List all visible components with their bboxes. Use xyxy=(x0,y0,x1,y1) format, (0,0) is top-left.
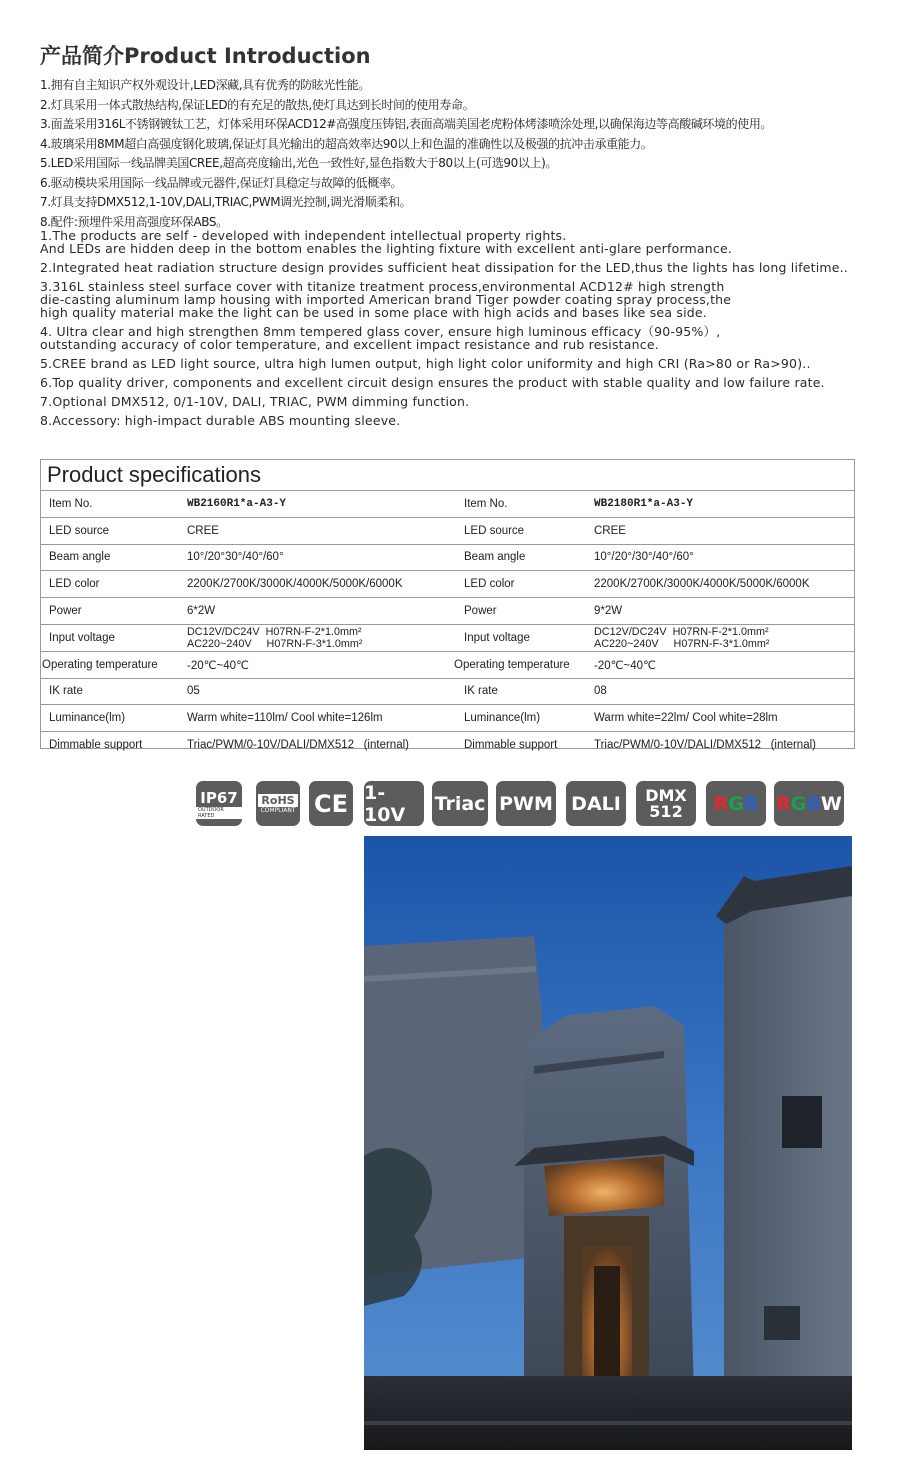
spec-row xyxy=(41,652,854,679)
spec-label: Input voltage xyxy=(464,631,530,644)
spec-row xyxy=(41,625,854,652)
pwm-badge xyxy=(496,781,556,826)
intro-cn-item: 8.配件:预埋件采用高强度环保ABS。 xyxy=(40,214,228,229)
badge-letter: G xyxy=(728,792,744,815)
spec-value-line: -20℃~40℃ xyxy=(187,659,249,672)
spec-value xyxy=(187,545,284,571)
badge-subtext: 512 xyxy=(649,801,683,821)
spec-label: Luminance(lm) xyxy=(464,712,541,725)
spec-value-line: 08 xyxy=(594,685,607,698)
rgb-badge xyxy=(706,781,766,826)
badge-text: CE xyxy=(313,789,348,818)
application-photo xyxy=(364,836,852,1450)
spec-row xyxy=(41,732,854,758)
spec-value-line: WB2180R1*a-A3-Y xyxy=(594,497,694,510)
spec-label: LED source xyxy=(49,524,110,537)
spec-value xyxy=(187,705,383,731)
spec-value xyxy=(594,518,626,544)
intro-en-item xyxy=(40,357,885,370)
spec-value-line: DC12V/DC24V H07RN-F-2*1.0mm² xyxy=(594,625,769,638)
spec-label: IK rate xyxy=(49,685,83,698)
spec-value xyxy=(187,598,215,624)
spec-label: Operating temperature xyxy=(454,658,570,671)
spec-value xyxy=(187,491,286,517)
spec-label: LED color xyxy=(464,578,515,591)
spec-row xyxy=(41,705,854,732)
spec-label: Item No. xyxy=(464,497,508,510)
intro-en-line: 5.CREE brand as LED light source, ultra high lumen output, high light color uniformity and high CRI (Ra>80 or Ra>90).. xyxy=(40,356,811,371)
spec-value-line: Warm white=110lm/ Cool white=126lm xyxy=(187,712,383,725)
spec-value xyxy=(594,652,656,678)
badge-subtext: COMPLIANT xyxy=(260,806,296,814)
badge-text: IP67 xyxy=(200,788,238,807)
intro-en-item xyxy=(40,280,885,319)
spec-row xyxy=(41,598,854,625)
badge-subtext: OUTDOOR RATED xyxy=(196,807,242,819)
rgbw-badge xyxy=(774,781,844,826)
badge-text: RoHS xyxy=(258,794,297,807)
spec-table-title: Product specifications xyxy=(41,460,854,491)
spec-value-line: AC220~240V H07RN-F-3*1.0mm² xyxy=(594,637,770,650)
intro-en-item xyxy=(40,325,885,351)
badge-text: Triac xyxy=(434,792,486,815)
spec-label: Item No. xyxy=(49,497,93,510)
spec-value xyxy=(187,571,403,597)
triac-badge xyxy=(432,781,488,826)
spec-value-line: Triac/PWM/0-10V/DALI/DMX512 (internal) xyxy=(594,739,816,752)
spec-row xyxy=(41,518,854,545)
intro-en-line: And LEDs are hidden deep in the bottom enables the lighting fixture with excellent anti-glare performance. xyxy=(40,241,733,256)
spec-row xyxy=(41,545,854,572)
page-title: 产品简介Product Introduction xyxy=(40,44,371,68)
spec-value xyxy=(187,732,409,758)
spec-row xyxy=(41,491,854,518)
spec-label: Beam angle xyxy=(464,551,526,564)
spec-table xyxy=(40,459,855,752)
spec-label: LED color xyxy=(49,578,100,591)
intro-cn-item: 1.拥有自主知识产权外观设计,LED深藏,具有优秀的防眩光性能。 xyxy=(40,78,370,92)
intro-en-line: 4. Ultra clear and high strengthen 8mm tempered glass cover, ensure high luminous efficacy（90-95%）, xyxy=(40,324,721,339)
intro-cn-item: 7.灯具支持DMX512,1-10V,DALI,TRIAC,PWM调光控制,调光滑顺柔和。 xyxy=(40,195,412,209)
ce-badge xyxy=(309,781,353,826)
spec-label: LED source xyxy=(464,524,525,537)
spec-value xyxy=(187,625,363,651)
intro-en-item xyxy=(40,229,885,255)
intro-en-line: 3.316L stainless steel surface cover with titanize treatment process,environmental ACD12# high strength xyxy=(40,279,725,294)
spec-value-line: WB2160R1*a-A3-Y xyxy=(187,497,287,510)
spec-value-line: 6*2W xyxy=(187,605,216,618)
spec-label: Luminance(lm) xyxy=(49,712,126,725)
intro-cn-item: 5.LED采用国际一线品牌美国CREE,超高亮度输出,光色一致性好,显色指数大于80以上(可选90以上)。 xyxy=(40,156,557,170)
intro-en-item xyxy=(40,414,885,427)
intro-en-line: 6.Top quality driver, components and excellent circuit design ensures the product with stable quality and low failure rate. xyxy=(40,375,825,390)
spec-value xyxy=(594,732,816,758)
intro-en-line: 1.The products are self - developed with independent intellectual property rights. xyxy=(40,228,567,243)
spec-label: Power xyxy=(49,605,82,618)
spec-value xyxy=(594,679,607,705)
intro-en-line: die-casting aluminum lamp housing with imported American brand Tiger powder coating spray process,the xyxy=(40,292,732,307)
dim-1-10v-badge xyxy=(364,781,424,826)
dali-badge xyxy=(566,781,626,826)
spec-value-line: 9*2W xyxy=(594,605,623,618)
intro-en-item xyxy=(40,395,885,408)
spec-row xyxy=(41,571,854,598)
badge-letter: G xyxy=(790,792,807,815)
intro-en-item xyxy=(40,376,885,389)
spec-label: Operating temperature xyxy=(42,658,158,671)
intro-cn-item: 3.面盖采用316L不锈钢镀钛工艺，灯体采用环保ACD12#高强度压铸铝,表面高端美国老虎粉体烤漆喷涂处理,以确保海边等高酸碱环境的使用。 xyxy=(40,117,773,131)
spec-value-line: 2200K/2700K/3000K/4000K/5000K/6000K xyxy=(594,578,810,591)
intro-en-line: 8.Accessory: high-impact durable ABS mounting sleeve. xyxy=(40,413,401,428)
spec-value-line: 05 xyxy=(187,685,200,698)
badge-letter: B xyxy=(806,792,821,815)
spec-value-line: CREE xyxy=(594,524,626,537)
spec-value-line: 10°/20°30°/40°/60° xyxy=(187,551,284,564)
spec-value xyxy=(187,518,219,544)
badge-text: PWM xyxy=(499,792,553,815)
spec-value-line: AC220~240V H07RN-F-3*1.0mm² xyxy=(187,637,363,650)
dmx512-badge xyxy=(636,781,696,826)
spec-value-line: 10°/20°/30°/40°/60° xyxy=(594,551,694,564)
spec-value xyxy=(594,545,694,571)
spec-value xyxy=(594,491,693,517)
spec-value-line: -20℃~40℃ xyxy=(594,659,656,672)
spec-label: Power xyxy=(464,605,497,618)
intro-cn-item: 4.玻璃采用8MM超白高强度钢化玻璃,保证灯具光输出的超高效率达90以上和色温的准确性以及极强的抗冲击承重能力。 xyxy=(40,136,653,151)
intro-cn-item: 6.驱动模块采用国际一线品牌或元器件,保证灯具稳定与故障的低概率。 xyxy=(40,175,403,190)
intro-en-line: 7.Optional DMX512, 0/1-10V, DALI, TRIAC, PWM dimming function. xyxy=(40,394,470,409)
spec-row xyxy=(41,679,854,706)
spec-label: Dimmable support xyxy=(49,739,143,752)
spec-value-line: Warm white=22lm/ Cool white=28lm xyxy=(594,712,778,725)
intro-en-line: high quality material make the light can be used in some place with high acids and bases like sea side. xyxy=(40,305,707,320)
intro-chinese xyxy=(40,76,880,232)
badge-letter: R xyxy=(713,792,729,815)
spec-value xyxy=(594,571,810,597)
spec-value-line: Triac/PWM/0-10V/DALI/DMX512 (internal) xyxy=(187,739,409,752)
intro-en-line: outstanding accuracy of color temperature, and excellent impact resistance and rub resistance. xyxy=(40,337,659,352)
badge-text: DMX xyxy=(645,785,687,805)
spec-value xyxy=(594,598,622,624)
spec-label: IK rate xyxy=(464,685,498,698)
badge-letter: R xyxy=(776,792,791,815)
intro-en-line: 2.Integrated heat radiation structure design provides sufficient heat dissipation for the LED,thus the lights has long lifetime.. xyxy=(40,260,849,275)
spec-label: Input voltage xyxy=(49,631,115,644)
intro-en-item xyxy=(40,261,885,274)
spec-value-line: CREE xyxy=(187,524,219,537)
intro-cn-item: 2.灯具采用一体式散热结构,保证LED的有充足的散热,使灯具达到长时间的使用寿命。 xyxy=(40,97,475,112)
spec-value xyxy=(187,679,200,705)
spec-value xyxy=(594,625,770,651)
badge-letter: B xyxy=(743,792,759,815)
spec-label: Dimmable support xyxy=(464,739,558,752)
spec-value-line: 2200K/2700K/3000K/4000K/5000K/6000K xyxy=(187,578,403,591)
ip67-badge xyxy=(196,781,242,826)
badge-text: DALI xyxy=(571,792,621,815)
spec-value-line: DC12V/DC24V H07RN-F-2*1.0mm² xyxy=(187,625,362,638)
intro-english xyxy=(40,229,885,433)
rohs-badge xyxy=(256,781,300,826)
badge-letter: W xyxy=(820,792,842,815)
badge-text: 1-10V xyxy=(364,781,406,826)
spec-value xyxy=(594,705,778,731)
spec-label: Beam angle xyxy=(49,551,111,564)
spec-value xyxy=(187,652,249,678)
